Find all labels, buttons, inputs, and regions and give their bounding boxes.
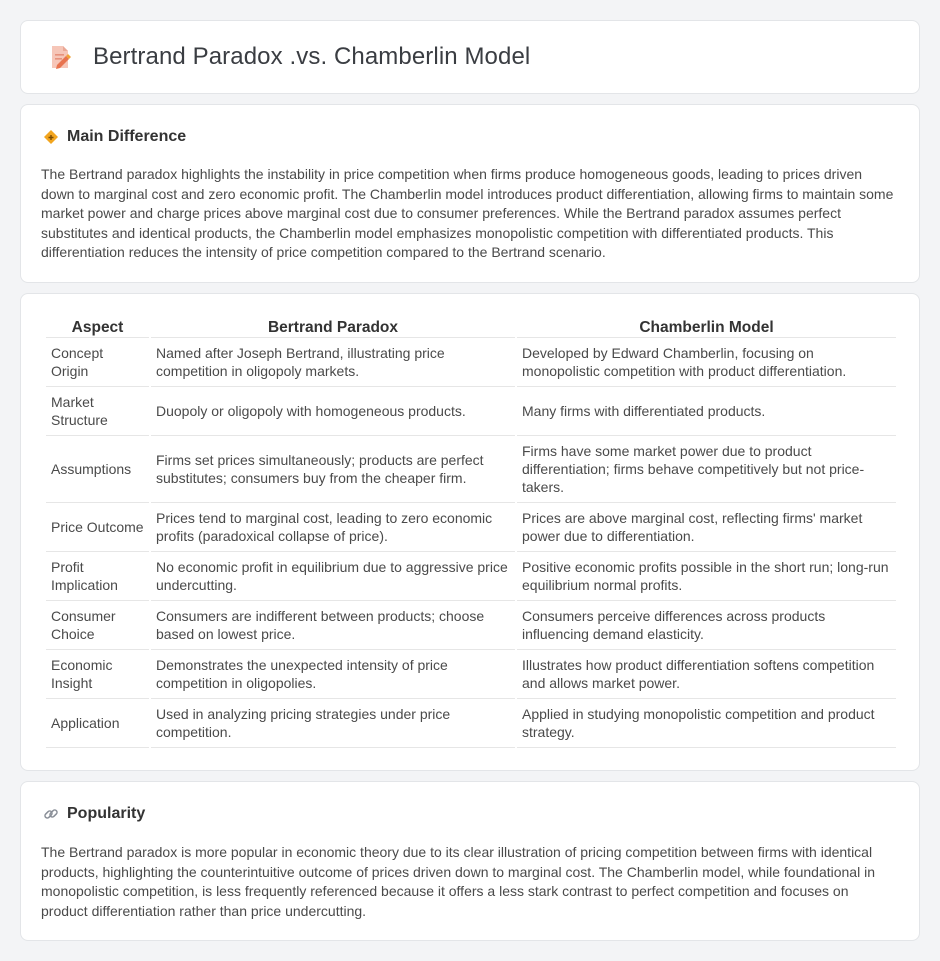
header-card — [20, 20, 920, 94]
chamberlin-cell: Developed by Edward Chamberlin, focusing on monopolistic competition with product differentiation. — [517, 338, 896, 387]
popularity-text: The Bertrand paradox is more popular in economic theory due to its clear illustration of pricing competition between firms with identical products, highlighting the counterintuitive outcome of prices driven down to marginal cost. The Chamberlin model, while foundational in monopolistic competition, is less frequently referenced because it offers a less stark contrast to perfect competition and focuses on product differentiation rather than price undercutting. — [41, 844, 875, 919]
table-row — [46, 338, 896, 387]
link-icon — [43, 806, 59, 822]
bertrand-cell: Prices tend to marginal cost, leading to zero economic profits (paradoxical collapse of price). — [151, 503, 515, 552]
column-header-bertrand: Bertrand Paradox — [151, 316, 515, 338]
bertrand-cell: Duopoly or oligopoly with homogeneous products. — [151, 387, 515, 436]
popularity-card — [20, 781, 920, 941]
table-row — [46, 650, 896, 699]
bertrand-cell: Named after Joseph Bertrand, illustrating price competition in oligopoly markets. — [151, 338, 515, 387]
table-row — [46, 601, 896, 650]
table-row — [46, 436, 896, 503]
bertrand-cell: Firms set prices simultaneously; products are perfect substitutes; consumers buy from the cheaper firm. — [151, 436, 515, 503]
chamberlin-cell: Illustrates how product differentiation softens competition and allows market power. — [517, 650, 896, 699]
comparison-table — [44, 316, 898, 748]
bertrand-cell: Used in analyzing pricing strategies under price competition. — [151, 699, 515, 748]
main-difference-header — [43, 128, 186, 146]
bertrand-cell: Consumers are indifferent between products; choose based on lowest price. — [151, 601, 515, 650]
diamond-sign-icon — [43, 129, 59, 145]
bertrand-cell: Demonstrates the unexpected intensity of price competition in oligopolies. — [151, 650, 515, 699]
aspect-cell: Economic Insight — [46, 650, 149, 699]
column-header-chamberlin: Chamberlin Model — [517, 316, 896, 338]
table-row — [46, 503, 896, 552]
aspect-cell: Profit Implication — [46, 552, 149, 601]
main-difference-heading: Main Difference — [67, 128, 187, 145]
page-title: Bertrand Paradox .vs. Chamberlin Model — [93, 43, 531, 70]
main-difference-card — [20, 104, 920, 283]
popularity-header — [43, 805, 145, 823]
column-header-aspect: Aspect — [46, 316, 149, 338]
document-edit-icon — [47, 44, 73, 70]
main-difference-text: The Bertrand paradox highlights the instability in price competition when firms produce homogeneous goods, leading to prices driven down to marginal cost and zero economic profit. The Chamberlin model introduces product differentiation, allowing firms to maintain some market power and charge prices above marginal cost due to consumer preferences. While the Bertrand paradox assumes perfect substitutes and identical products, the Chamberlin model emphasizes monopolistic competition with differentiated products. This differentiation reduces the intensity of price competition compared to the Bertrand scenario. — [41, 166, 894, 261]
aspect-cell: Concept Origin — [46, 338, 149, 387]
comparison-table-card — [20, 293, 920, 771]
bertrand-cell: No economic profit in equilibrium due to aggressive price undercutting. — [151, 552, 515, 601]
aspect-cell: Assumptions — [46, 436, 149, 503]
table-row — [46, 699, 896, 748]
aspect-cell: Market Structure — [46, 387, 149, 436]
aspect-cell: Consumer Choice — [46, 601, 149, 650]
chamberlin-cell: Consumers perceive differences across products influencing demand elasticity. — [517, 601, 896, 650]
table-header-row — [46, 316, 896, 338]
chamberlin-cell: Many firms with differentiated products. — [517, 387, 896, 436]
popularity-heading: Popularity — [67, 805, 146, 822]
table-row — [46, 552, 896, 601]
aspect-cell: Price Outcome — [46, 503, 149, 552]
chamberlin-cell: Applied in studying monopolistic competition and product strategy. — [517, 699, 896, 748]
chamberlin-cell: Firms have some market power due to product differentiation; firms behave competitively but not price-takers. — [517, 436, 896, 503]
title-row — [47, 43, 530, 71]
chamberlin-cell: Prices are above marginal cost, reflecting firms' market power due to differentiation. — [517, 503, 896, 552]
chamberlin-cell: Positive economic profits possible in the short run; long-run equilibrium normal profits. — [517, 552, 896, 601]
table-row — [46, 387, 896, 436]
aspect-cell: Application — [46, 699, 149, 748]
